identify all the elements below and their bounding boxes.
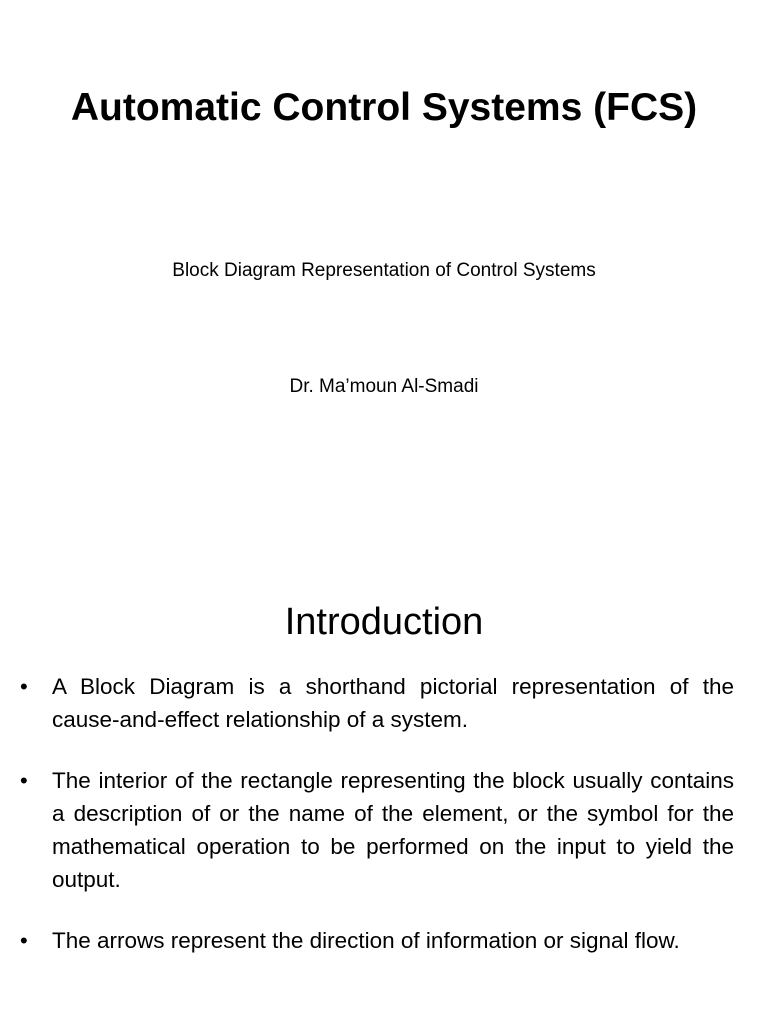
bullet-list	[20, 670, 734, 957]
slide-title: Automatic Control Systems (FCS)	[70, 86, 698, 129]
bullet-item	[20, 670, 734, 736]
section-heading: Introduction	[284, 601, 484, 643]
bullet-item	[20, 764, 734, 896]
author-name: Dr. Ma’moun Al-Smadi	[289, 376, 479, 397]
bullet-icon: •	[20, 768, 28, 793]
slide-subtitle: Block Diagram Representation of Control Systems	[172, 260, 596, 281]
bullet-text: The interior of the rectangle representing the block usually contains a description of or the name of the element, or the symbol for the mathematical operation to be performed on the input to yield the output.	[52, 768, 734, 892]
bullet-item	[20, 924, 734, 957]
bullet-icon: •	[20, 928, 28, 953]
introduction-slide	[0, 560, 768, 1024]
bullet-text: A Block Diagram is a shorthand pictorial representation of the cause-and-effect relationship of a system.	[52, 674, 734, 732]
bullet-icon: •	[20, 674, 28, 699]
bullet-text: The arrows represent the direction of information or signal flow.	[52, 928, 680, 953]
